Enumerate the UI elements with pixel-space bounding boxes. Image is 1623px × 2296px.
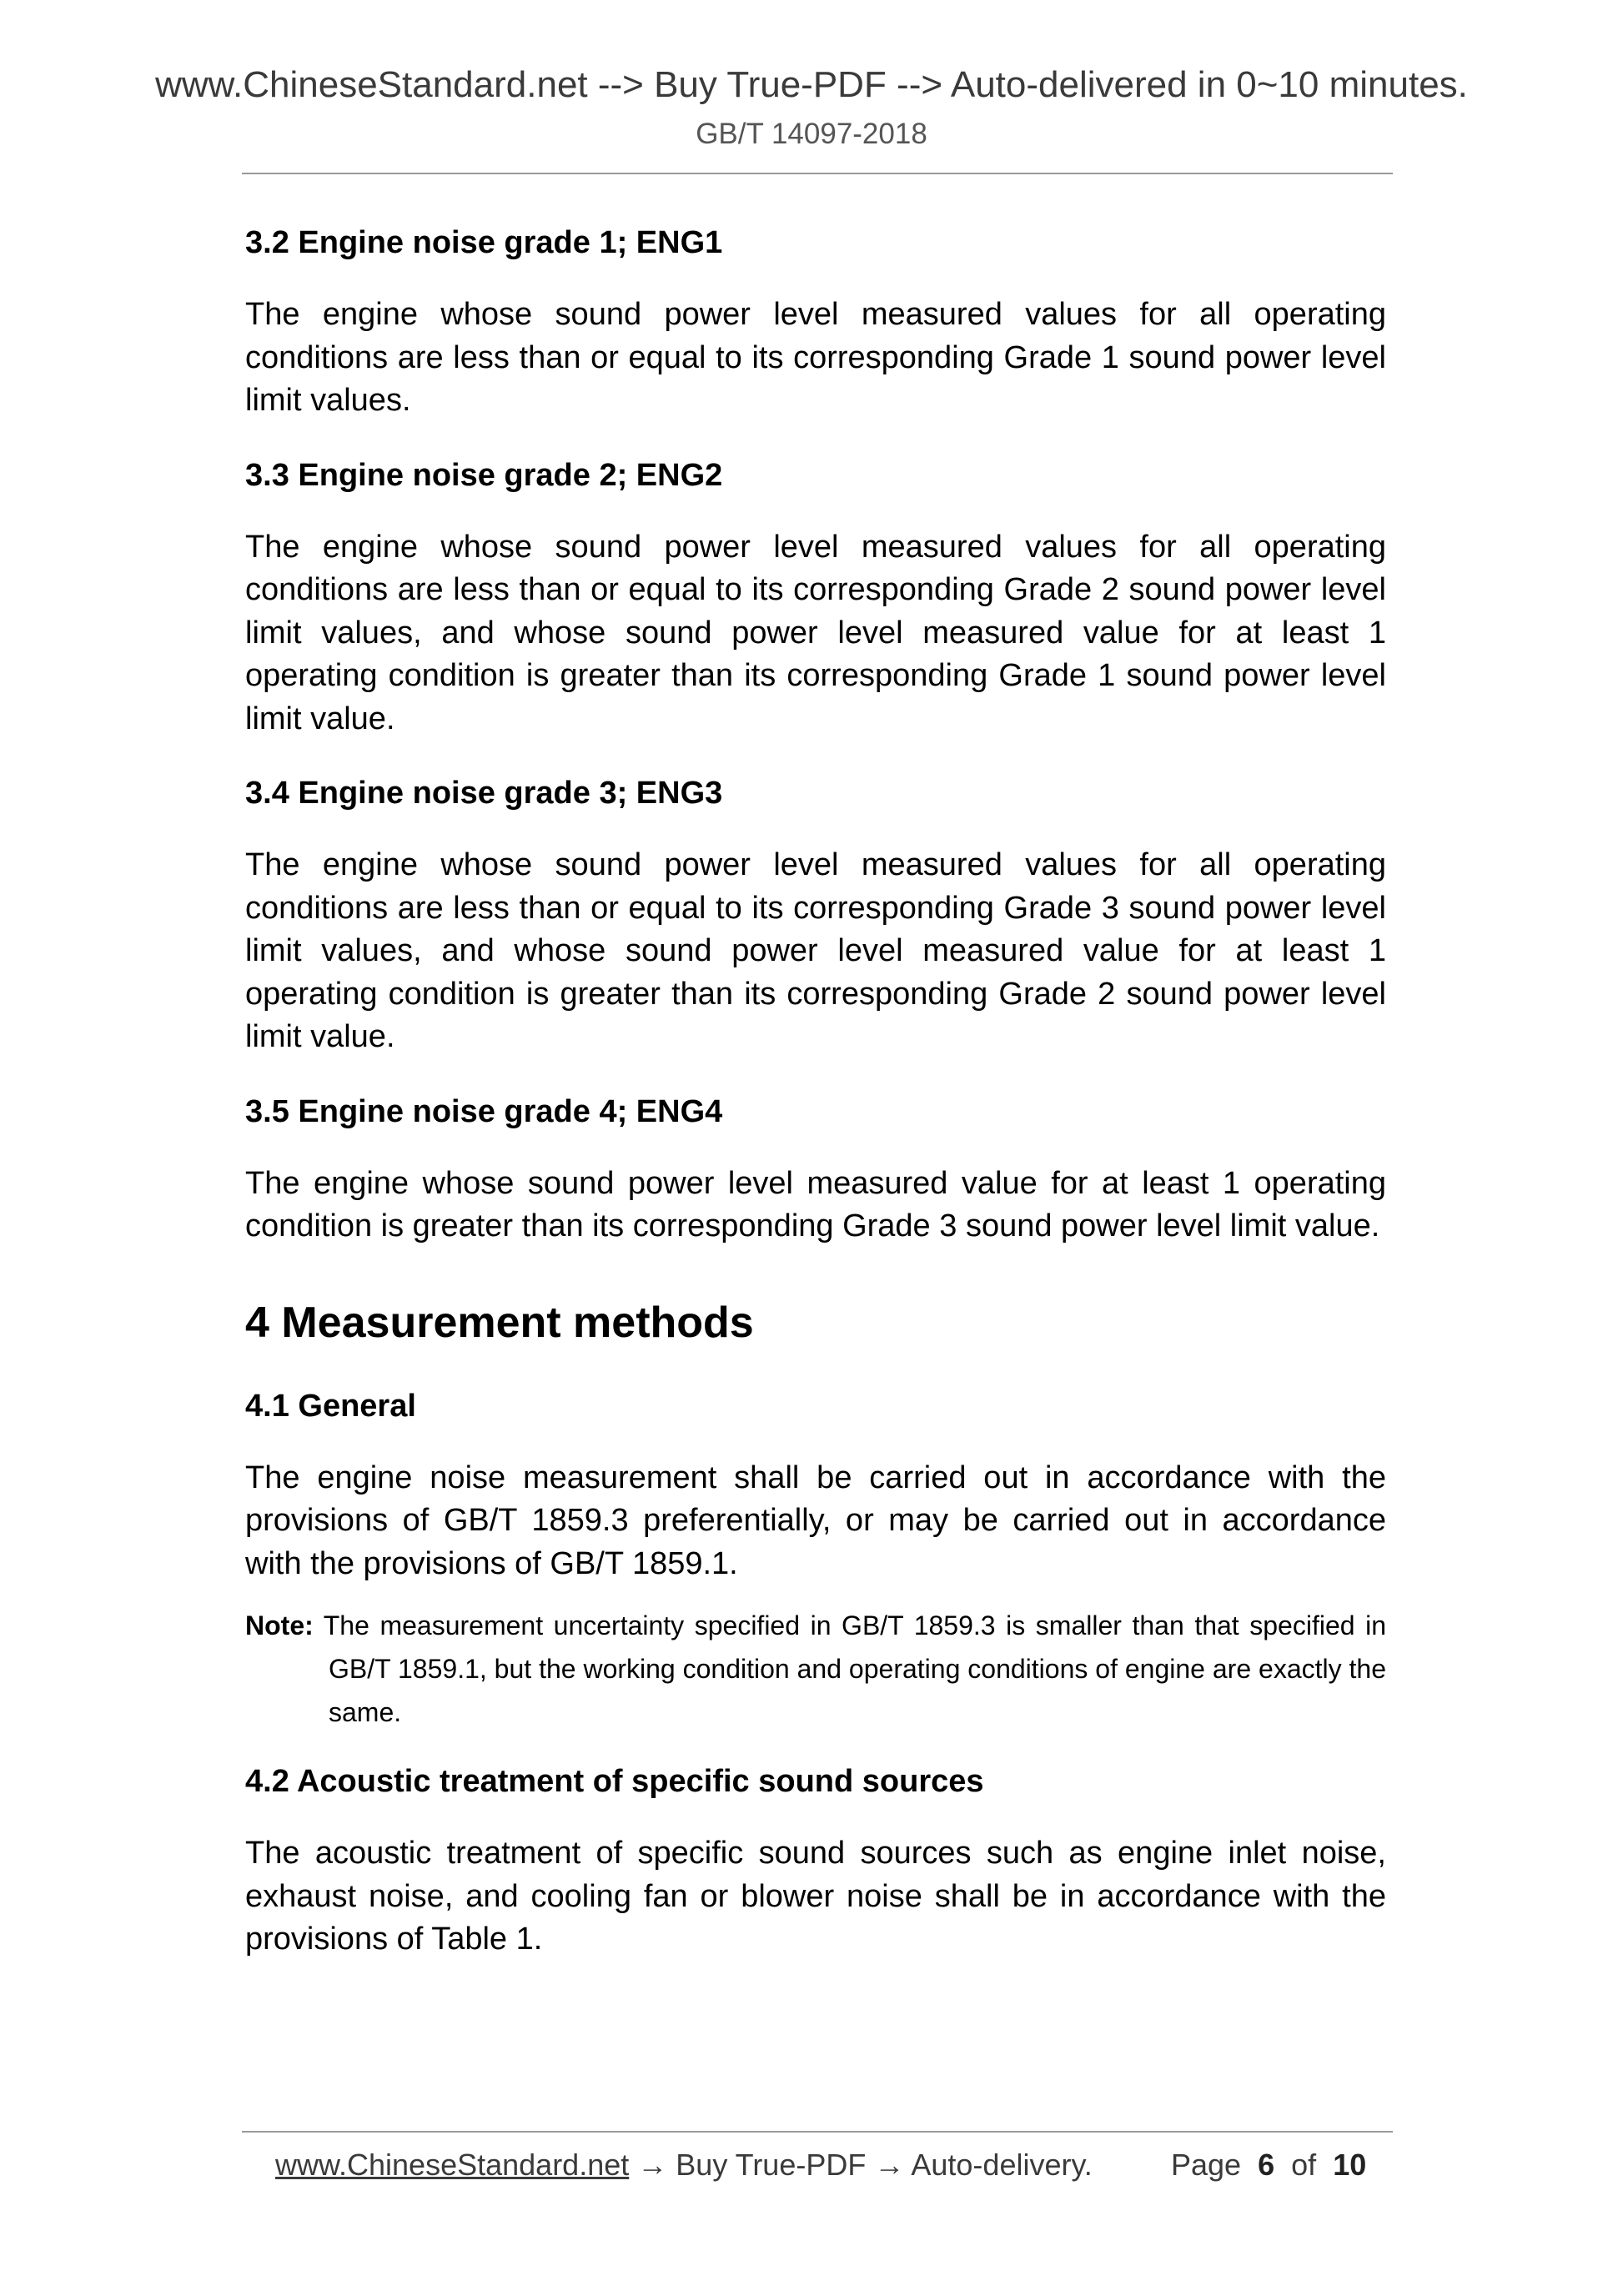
section-3-2-body: The engine whose sound power level measured values for all operating conditions are less than or equal to its corresponding Grade 1 sound power level limit values. (245, 297, 1386, 418)
header-banner: www.ChineseStandard.net --> Buy True-PDF --> Auto-delivered in 0~10 minutes. (155, 64, 1468, 105)
chapter-4-title: 4 Measurement methods (245, 1298, 754, 1347)
section-4-1-body: The engine noise measurement shall be carried out in accordance with the provisions of GB/T 1859.3 preferentially, or may be carried out in accordance with the provisions of GB/T 1859.1. (245, 1459, 1386, 1581)
page-word: Page (1171, 2148, 1242, 2182)
section-3-3-body: The engine whose sound power level measured values for all operating conditions are less than or equal to its corresponding Grade 2 sound power level limit values, and whose sound power level measured value for at least 1 operating condition is greater than its corresponding Grade 1 sound power level limit value. (245, 529, 1386, 736)
footer-buy-text: Buy True-PDF (676, 2148, 867, 2182)
page-number (1171, 2148, 1366, 2183)
footer-delivery-text: Auto-delivery. (911, 2148, 1093, 2182)
note-label: Note: (245, 1610, 314, 1640)
section-4-2-body: The acoustic treatment of specific sound sources such as engine inlet noise, exhaust noise, and cooling fan or blower noise shall be in accordance with the provisions of Table 1. (245, 1836, 1386, 1957)
page-total: 10 (1333, 2148, 1367, 2182)
section-3-4-title: 3.4 Engine noise grade 3; ENG3 (245, 776, 723, 811)
page-current: 6 (1258, 2148, 1275, 2182)
of-word: of (1291, 2148, 1317, 2182)
section-3-3-title: 3.3 Engine noise grade 2; ENG2 (245, 457, 723, 493)
arrow-right-icon: → (874, 2148, 905, 2182)
section-3-5-title: 3.5 Engine noise grade 4; ENG4 (245, 1093, 723, 1129)
header-divider (242, 173, 1393, 174)
page-content (245, 224, 1386, 1962)
note-text: The measurement uncertainty specified in GB/T 1859.3 is smaller than that specified in GB/T 1859.1, but the working condition and operating conditions of engine are exactly the same. (323, 1610, 1387, 1727)
section-3-4-body: The engine whose sound power level measured values for all operating conditions are less than or equal to its corresponding Grade 3 sound power level limit values, and whose sound power level measured value for at least 1 operating condition is greater than its corresponding Grade 2 sound power level limit value. (245, 847, 1386, 1054)
page-footer (0, 2133, 1623, 2183)
section-3-5-body: The engine whose sound power level measured value for at least 1 operating condition is greater than its corresponding Grade 3 sound power level limit value. (245, 1165, 1386, 1243)
section-4-1-note (245, 1604, 1386, 1734)
section-4-2-title: 4.2 Acoustic treatment of specific sound sources (245, 1764, 984, 1799)
arrow-right-icon: → (637, 2148, 668, 2182)
footer-promo (275, 2148, 1093, 2183)
section-3-2-title: 3.2 Engine noise grade 1; ENG1 (245, 225, 723, 260)
section-4-1-title: 4.1 General (245, 1388, 416, 1424)
footer-site-link[interactable]: www.ChineseStandard.net (275, 2148, 630, 2182)
document-code: GB/T 14097-2018 (696, 118, 927, 150)
